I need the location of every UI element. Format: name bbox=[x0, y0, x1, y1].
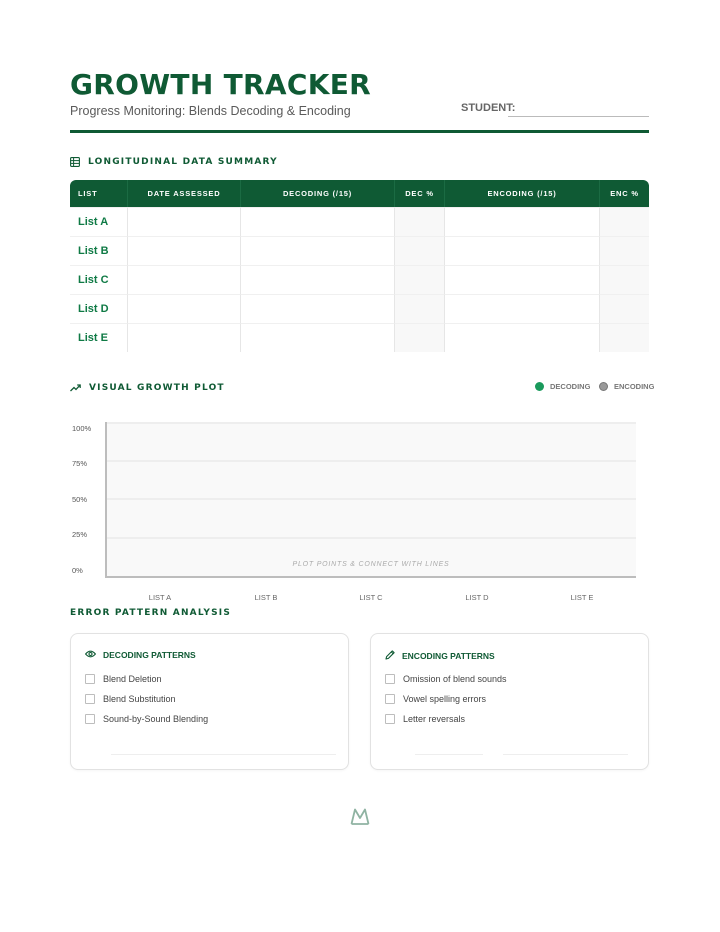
decoding-swatch bbox=[535, 382, 544, 391]
errors-heading bbox=[70, 608, 231, 618]
column-header: DEC % bbox=[394, 180, 444, 207]
pencil-icon bbox=[385, 650, 395, 662]
header-divider bbox=[70, 130, 649, 133]
decoding-card-header bbox=[85, 650, 196, 660]
y-tick-label: 100% bbox=[72, 424, 92, 433]
decoding-score-cell[interactable] bbox=[240, 323, 394, 352]
plot-area[interactable] bbox=[105, 422, 636, 579]
decoding-score-cell[interactable] bbox=[240, 236, 394, 265]
encoding-score-cell[interactable] bbox=[444, 265, 599, 294]
checkbox[interactable] bbox=[385, 674, 395, 684]
checklist-item[interactable] bbox=[85, 694, 176, 704]
row-label: List E bbox=[70, 323, 127, 352]
row-label: List D bbox=[70, 294, 127, 323]
student-label: STUDENT: bbox=[461, 102, 516, 114]
checklist-item[interactable] bbox=[385, 694, 486, 704]
date-cell[interactable] bbox=[127, 294, 240, 323]
column-header: DECODING (/15) bbox=[240, 180, 394, 207]
encoding-percent-cell[interactable] bbox=[599, 236, 649, 265]
table-row bbox=[70, 294, 649, 323]
column-header: ENC % bbox=[599, 180, 649, 207]
x-tick-label: LIST B bbox=[254, 593, 278, 602]
encoding-score-cell[interactable] bbox=[444, 236, 599, 265]
encoding-percent-cell[interactable] bbox=[599, 294, 649, 323]
legend-label: DECODING bbox=[550, 382, 591, 391]
table-row bbox=[70, 207, 649, 236]
decoding-percent-cell[interactable] bbox=[394, 294, 444, 323]
column-header: ENCODING (/15) bbox=[444, 180, 599, 207]
plot-heading bbox=[70, 383, 225, 393]
plot-placeholder: PLOT POINTS & CONNECT WITH LINES bbox=[292, 561, 450, 568]
checklist-item[interactable] bbox=[385, 674, 507, 684]
summary-heading bbox=[70, 157, 278, 167]
date-cell[interactable] bbox=[127, 265, 240, 294]
eye-icon bbox=[85, 650, 96, 660]
y-tick-label: 75% bbox=[72, 459, 88, 468]
date-cell[interactable] bbox=[127, 236, 240, 265]
page-title: GROWTH TRACKER bbox=[70, 68, 371, 101]
checklist-label: Letter reversals bbox=[403, 714, 466, 724]
checklist-item[interactable] bbox=[85, 674, 162, 684]
x-tick-label: LIST E bbox=[570, 593, 594, 602]
decoding-score-cell[interactable] bbox=[240, 265, 394, 294]
row-label: List C bbox=[70, 265, 127, 294]
table-row bbox=[70, 323, 649, 352]
checkbox[interactable] bbox=[385, 714, 395, 724]
checkbox[interactable] bbox=[85, 694, 95, 704]
x-tick-label: LIST C bbox=[359, 593, 383, 602]
decoding-percent-cell[interactable] bbox=[394, 323, 444, 352]
notes-line[interactable] bbox=[111, 754, 336, 755]
table-row bbox=[70, 236, 649, 265]
table-row bbox=[70, 265, 649, 294]
legend-label: ENCODING bbox=[614, 382, 655, 391]
plot-heading-text: VISUAL GROWTH PLOT bbox=[89, 383, 225, 393]
student-name-field[interactable] bbox=[508, 116, 649, 117]
notes-line[interactable] bbox=[415, 754, 483, 755]
page-subtitle: Progress Monitoring: Blends Decoding & Encoding bbox=[70, 104, 351, 118]
encoding-percent-cell[interactable] bbox=[599, 323, 649, 352]
summary-table bbox=[70, 180, 649, 352]
table-icon bbox=[70, 157, 80, 167]
checklist-item[interactable] bbox=[385, 714, 465, 724]
checkbox[interactable] bbox=[385, 694, 395, 704]
legend-encoding bbox=[599, 382, 654, 391]
legend-decoding bbox=[535, 382, 590, 391]
encoding-percent-cell[interactable] bbox=[599, 265, 649, 294]
checklist-label: Sound-by-Sound Blending bbox=[103, 714, 209, 724]
decoding-percent-cell[interactable] bbox=[394, 265, 444, 294]
encoding-score-cell[interactable] bbox=[444, 294, 599, 323]
notes-line[interactable] bbox=[503, 754, 628, 755]
errors-heading-text: ERROR PATTERN ANALYSIS bbox=[70, 608, 232, 618]
checkbox[interactable] bbox=[85, 714, 95, 724]
checklist-item[interactable] bbox=[85, 714, 208, 724]
checklist-label: Blend Substitution bbox=[103, 694, 176, 704]
checkbox[interactable] bbox=[85, 674, 95, 684]
encoding-percent-cell[interactable] bbox=[599, 207, 649, 236]
decoding-score-cell[interactable] bbox=[240, 294, 394, 323]
checklist-label: Blend Deletion bbox=[103, 674, 162, 684]
encoding-score-cell[interactable] bbox=[444, 207, 599, 236]
x-tick-label: LIST A bbox=[148, 593, 172, 602]
table-header-row bbox=[70, 180, 649, 207]
summary-heading-text: LONGITUDINAL DATA SUMMARY bbox=[88, 157, 278, 167]
encoding-score-cell[interactable] bbox=[444, 323, 599, 352]
checklist-label: Omission of blend sounds bbox=[403, 674, 507, 684]
growth-chart bbox=[70, 415, 649, 610]
row-label: List A bbox=[70, 207, 127, 236]
x-tick-label: LIST D bbox=[465, 593, 489, 602]
decoding-percent-cell[interactable] bbox=[394, 236, 444, 265]
column-header: DATE ASSESSED bbox=[127, 180, 240, 207]
decoding-card-title: DECODING PATTERNS bbox=[103, 650, 196, 660]
date-cell[interactable] bbox=[127, 207, 240, 236]
y-tick-label: 0% bbox=[72, 566, 83, 575]
encoding-patterns-card bbox=[370, 633, 649, 770]
encoding-card-header bbox=[385, 650, 495, 662]
mountain-logo-icon bbox=[350, 807, 370, 829]
decoding-percent-cell[interactable] bbox=[394, 207, 444, 236]
decoding-score-cell[interactable] bbox=[240, 207, 394, 236]
date-cell[interactable] bbox=[127, 323, 240, 352]
row-label: List B bbox=[70, 236, 127, 265]
decoding-patterns-card bbox=[70, 633, 349, 770]
column-header: LIST bbox=[70, 180, 127, 207]
y-tick-label: 25% bbox=[72, 530, 88, 539]
encoding-card-title: ENCODING PATTERNS bbox=[402, 651, 495, 661]
y-tick-label: 50% bbox=[72, 495, 88, 504]
trending-up-icon bbox=[70, 384, 81, 392]
encoding-swatch bbox=[599, 382, 608, 391]
checklist-label: Vowel spelling errors bbox=[403, 694, 487, 704]
